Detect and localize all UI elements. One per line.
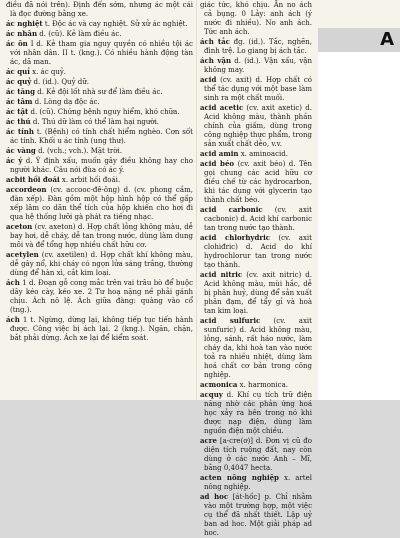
entry-definition: (cv. axit clohiđric) d. Acid do khí hydrochlorur tan trong nước tạo thành. (204, 234, 312, 269)
entry-headword: acid nitric (200, 270, 243, 279)
dictionary-entry (6, 0, 193, 19)
dictionary-entry (6, 175, 193, 185)
entry-headword: ác tật (6, 107, 29, 116)
entry-definition: I d. Kẻ tham gia nguy quyền có nhiều tội ác với nhân dân. II t. (kng.). Có nhiều hành động tàn ác, dã man. (10, 40, 193, 66)
dictionary-entry (200, 390, 312, 436)
section-letter: A (380, 29, 394, 50)
entry-headword: acetylen (6, 250, 39, 259)
entry-headword: acid carbonic (200, 205, 263, 214)
entry-definition: d. (cũ). Kẻ làm điều ác. (39, 30, 122, 38)
entry-headword: acten nông nghiệp (200, 473, 279, 482)
dictionary-entry (6, 39, 193, 67)
dictionary-entry (6, 97, 193, 107)
entry-definition: [át-hốc] p. Chỉ nhằm vào một trường hợp, một việc cụ thể đã nhất thiết. Lập uỷ ban ad hoc. Một giải pháp ad hoc. (204, 493, 313, 537)
entry-definition: d. (vch.; vch.). Mặt trời. (38, 147, 122, 155)
section-tab (318, 28, 400, 52)
entry-headword: accordeon (6, 185, 47, 194)
entry-headword: ad hoc (200, 492, 229, 501)
entry-definition: 1 d. Đoạn gỗ cong mắc trên vai trâu bò để buộc dây kéo cày, kéo xe. 2 Tư hoạ nặng nề phải gánh chịu. Ách nô lệ. Ách giữa đàng: quàng vào cổ (tng.). (10, 279, 193, 314)
entry-headword: ách (6, 278, 20, 287)
entry-headword: ác thú (6, 117, 31, 126)
dictionary-entry (200, 37, 312, 56)
entry-definition: d. Kẻ đội lốt nhà sư để làm điều ác. (37, 88, 163, 96)
dictionary-entry (6, 250, 193, 278)
entry-headword: ác tăng (6, 87, 35, 96)
entry-headword: acid acetic (200, 103, 244, 112)
dictionary-entry (6, 67, 193, 77)
entry-definition: d. Ý định xấu, muốn gây điều không hay cho người khác. Câu nói đùa có ác ý. (10, 157, 193, 174)
column-divider (196, 0, 197, 400)
entry-headword: ác ôn (6, 39, 28, 48)
entry-headword: ác tâm (6, 97, 33, 106)
dictionary-entry (6, 117, 193, 127)
entry-definition: d. Khí cụ tích trữ điện năng nhờ các phản ứng hoá học xảy ra bên trong nó khi được nạp điện, dùng làm nguồn điện một chiều. (204, 391, 312, 435)
entry-definition: d. Lòng dạ độc ác. (34, 98, 100, 106)
entry-headword: ách tắc (200, 37, 230, 46)
entry-headword: ác quỉ (6, 67, 30, 76)
entry-definition: (cv. axit sunfuric) d. Acid không màu, lỏng, sánh, rất háo nước, làm cháy da, khi hoà tan vào nước toả ra nhiều nhiệt, dùng làm hoá chất cơ bản trong công nghiệp. (204, 317, 312, 379)
entry-definition: (cv. axetilen) d. Hợp chất khí không màu, dễ gây nổ, khi cháy có ngọn lửa sáng trắng, thường dùng để hàn xì, cắt kim loại. (10, 251, 193, 277)
entry-headword: acmonica (200, 380, 238, 389)
dictionary-entry (6, 185, 193, 222)
dictionary-entry (200, 159, 312, 205)
entry-definition: x. aminoacid. (240, 150, 288, 158)
entry-definition: d. (id.). Vận xấu, vận không may. (204, 57, 312, 74)
entry-definition: (cv. accooc-đê-ông) d. (cv. phong cầm, đàn xếp). Đàn gồm một hộp hình hộp có thể gấp xếp lâm co dãn thể tích của hộp khiến cho hơi đi qua hệ thống lưỡi gà phát ra tiếng nhạc. (10, 186, 193, 221)
entry-headword: ác quỷ (6, 77, 32, 86)
dictionary-entry (6, 156, 193, 175)
entry-headword: ác nghiệt (6, 19, 43, 28)
dictionary-entry (200, 380, 312, 390)
dictionary-entry (6, 29, 193, 39)
entry-definition: d. (cũ). Chứng bệnh nguy hiểm, khó chữa. (30, 108, 180, 116)
entry-headword: ách vận (200, 56, 232, 65)
dictionary-entry (6, 19, 193, 29)
dictionary-entry (6, 77, 193, 87)
entry-headword: acid amin (200, 149, 239, 158)
entry-definition: [a-cre(ơ)] d. Đơn vị cũ đo diện tích ruộng đất, nay còn dùng ở các nước Anh – Mĩ, bằng 0,4047 hecta. (204, 437, 313, 472)
entry-definition: x. ác quỷ. (32, 68, 67, 76)
dictionary-entry (6, 107, 193, 117)
entry-definition: (cv. axit nitric) d. Acid không màu, mùi hắc, dễ bị phân huỷ, dùng để sản xuất phân đạm, để tẩy gỉ và hoà tan kim loại. (204, 271, 312, 315)
entry-headword: ác tính (6, 127, 34, 136)
page-margin (318, 52, 400, 400)
entry-definition: x. arbit hối đoái. (61, 176, 121, 184)
left-column (6, 0, 193, 343)
entry-headword: acre (200, 436, 217, 445)
entry-headword: ác vàng (6, 146, 36, 155)
entry-headword: acid béo (200, 159, 235, 168)
entry-definition: x. harmonica. (239, 381, 288, 389)
entry-definition: 1 t. Ngừng, dừng lại, không tiếp tục tiến hành được. Công việc bị ách lại. 2 (kng.). Ngăn, chặn, bắt phải dừng. Ách xe lại để kiểm soát. (10, 316, 193, 342)
entry-definition: x. artel nông nghiệp. (204, 474, 312, 491)
dictionary-entry (6, 222, 193, 250)
entry-headword: aceton (6, 222, 33, 231)
entry-definition: d. (id.). Quỷ dữ. (33, 78, 89, 86)
entry-headword: acquy (200, 390, 223, 399)
dictionary-entry (6, 315, 193, 343)
entry-headword: ác ý (6, 156, 23, 165)
entry-definition: (cv. axit axetic) d. Acid không màu, thành phần chính của giấm, dùng trong công nghiệp thực phẩm, trong sản xuất chất dẻo, v.v. (204, 104, 312, 148)
dictionary-entry (200, 473, 312, 492)
entry-definition: (cv. axit béo) d. Tên gọi chung các acid hữu cơ điều chế từ các hydrocarbon, khi tác dụng với glycerin tạo thành chất béo. (204, 160, 312, 204)
entry-headword: acbit hồi đoái (6, 175, 60, 184)
entry-definition: (cv. axit) d. Hợp chất có thể tác dụng với một base làm sinh ra một chất muối. (204, 76, 312, 102)
dictionary-entry (200, 75, 312, 103)
dictionary-entry (6, 146, 193, 156)
entry-definition: đg. (id.). Tắc, nghẽn, đình trệ. Lo giang bị ách tắc. (204, 38, 313, 55)
dictionary-entry (6, 127, 193, 146)
entry-headword: ách (6, 315, 20, 324)
dictionary-entry (200, 149, 312, 159)
entry-definition: d. Thú dữ làm có thể làm hại người. (32, 118, 160, 126)
dictionary-entry (200, 270, 312, 316)
entry-definition: giác tức, khó chịu. Ăn no ách cả bụng. 0 Lảy: anh ách (ý nước đi nhiều). No anh ách. Tức anh ách. (200, 1, 312, 36)
entry-definition: t. (Bệnh) có tính chất hiểm nghèo. Cơn sốt ác tính. Khối u ác tính (ung thư). (10, 128, 193, 145)
entry-headword: ác nhân (6, 29, 38, 38)
dictionary-entry (6, 87, 193, 97)
entry-definition: điều đã nói trên). Định đến sớm, nhưng ác một cái là đọc đường bằng xe. (6, 1, 193, 18)
entry-definition: t. Độc ác và cay nghiệt. Sử xử ác nghiệt. (44, 20, 188, 28)
right-column (200, 0, 312, 538)
dictionary-entry (200, 56, 312, 75)
dictionary-entry (200, 492, 312, 538)
entry-headword: acid chlorhydric (200, 233, 270, 242)
entry-headword: acid (200, 75, 217, 84)
dictionary-entry (200, 233, 312, 270)
entry-definition: (cv. axit cacbonic) d. Acid khí carbonic tan trong nước tạo thành. (204, 206, 312, 232)
entry-headword: acid sulfuric (200, 316, 261, 325)
dictionary-entry (200, 436, 312, 473)
dictionary-entry (6, 278, 193, 315)
dictionary-entry (200, 205, 312, 233)
dictionary-entry (200, 316, 312, 380)
entry-definition: (cv. axeton) d. Hợp chất lỏng không màu, dễ bay hơi, dễ cháy, dễ tan trong nước, dùng làm dung môi và để tổng hợp nhiều chất hữu cơ. (10, 223, 193, 249)
dictionary-entry (200, 0, 312, 37)
dictionary-entry (200, 103, 312, 149)
